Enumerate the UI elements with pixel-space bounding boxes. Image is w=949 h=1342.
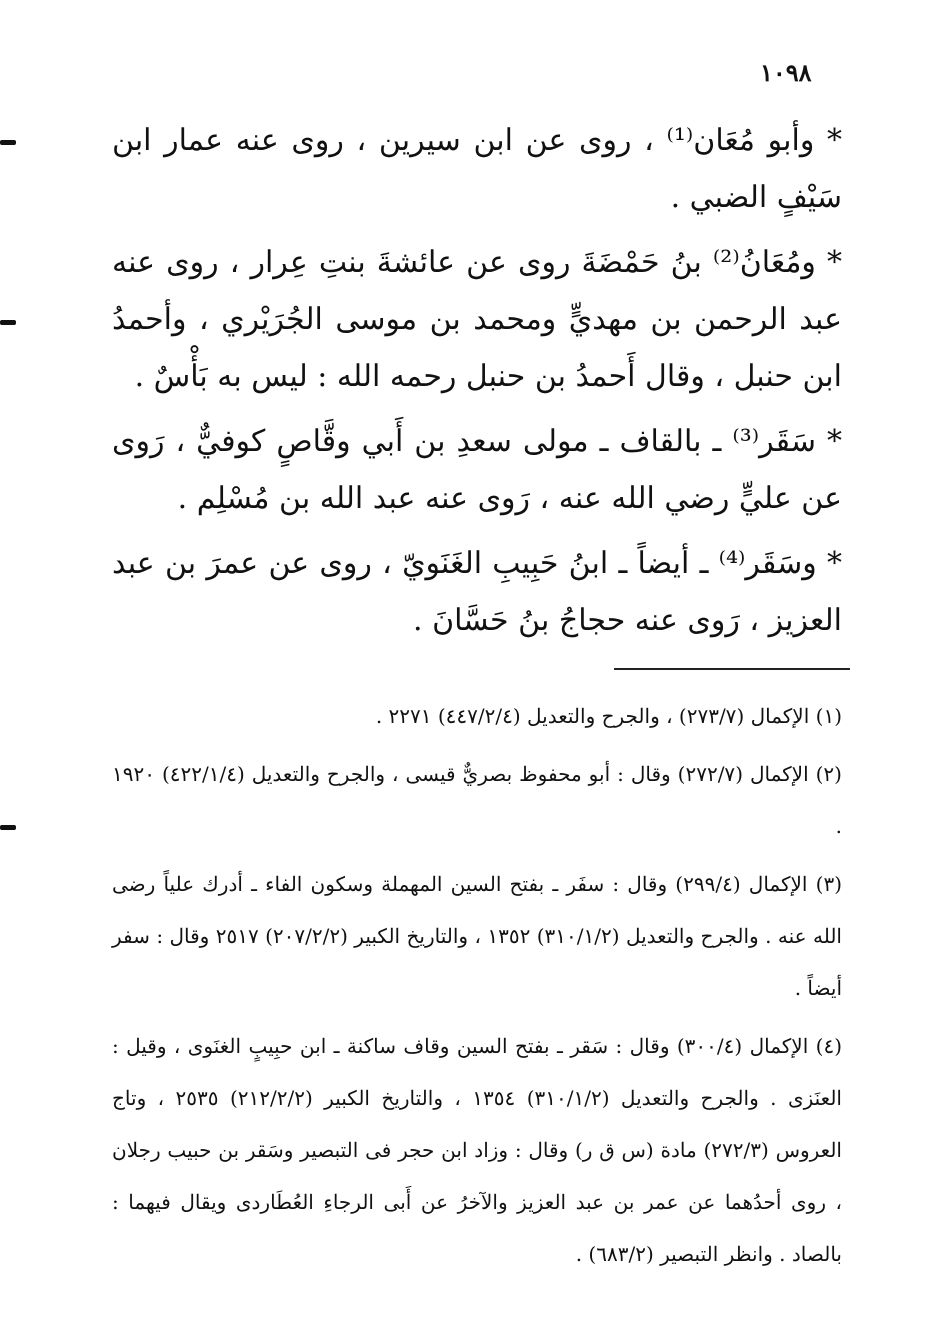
footnotes — [112, 690, 842, 1286]
entry-abu-muan: * وأبو مُعَان⁽¹⁾ ، روى عن ابن سيرين ، روى عنه عمار ابن سَيْفٍ الضبي . — [112, 123, 842, 215]
margin-mark — [0, 825, 16, 830]
margin-mark — [0, 140, 16, 145]
footnote-3: (٣) الإكمال (٢٩٩/٤) وقال : سفَر ـ بفتح السين المهملة وسكون الفاء ـ أدرك علياً رضى الله عنه . والجرح والتعديل (٣١٠/١/٢) ١٣٥٢ ، والتاريخ الكبير (٢٠٧/٢/٢) ٢٥١٧ وقال : سفر أيضاً . — [112, 872, 842, 1000]
footnote-2: (٢) الإكمال (٢٧٢/٧) وقال : أبو محفوظ بصريٌّ قيسى ، والجرح والتعديل (٤٢٢/١/٤) ١٩٢٠ . — [112, 762, 842, 838]
entry-saqar: * سَقَر⁽³⁾ ـ بالقاف ـ مولى سعدِ بن أَبي وقَّاصٍ كوفيٌّ ، رَوى عن عليٍّ رضي الله عنه ، رَوى عنه عبد الله بن مُسْلِم . — [112, 424, 842, 516]
main-text — [112, 112, 842, 657]
page-number: ١٠٩٨ — [760, 58, 812, 87]
footnote-divider — [614, 668, 850, 670]
entry-muan-bin-hamda: * ومُعَانُ⁽²⁾ بنُ حَمْضَةَ روى عن عائشةَ بنتِ عِرار ، روى عنه عبد الرحمن بن مهديٍّ ومحمد بن موسى الجُرَيْري ، وأحمدُ ابن حنبل ، وقال أَحمدُ بن حنبل رحمه الله : ليس به بَأْسٌ . — [112, 245, 842, 394]
footnote-1: (١) الإكمال (٢٧٣/٧) ، والجرح والتعديل (٤٤٧/٢/٤) ٢٢٧١ . — [375, 704, 842, 728]
entry-saqar-bin-habib: * وسَقَر⁽⁴⁾ ـ أيضاً ـ ابنُ حَبِيبِ الغَنَويّ ، روى عن عمرَ بن عبد العزيز ، رَوى عنه حجاجُ بنُ حَسَّانَ . — [112, 546, 843, 638]
margin-mark — [0, 320, 16, 325]
footnote-4: (٤) الإكمال (٣٠٠/٤) وقال : سَقر ـ بفتح السين وقاف ساكنة ـ ابن حبِيبٍ الغنَوى ، وقيل : العنَزى . والجرح والتعديل (٣١٠/١/٢) ١٣٥٤ ، والتاريخ الكبير (٢١٢/٢/٢) ٢٥٣٥ ، وتاج العروس (٢٧٢/٣) مادة (س ق ر) وقال : وزاد ابن حجر فى التبصير وسَقر بن حبيب رجلان ، روى أحدُهما عن عمر بن عبد العزيز والآخرُ عن أَبى الرجاءِ العُطَاردى ويقال فيهما : بالصاد . وانظر التبصير (٦٨٣/٢) . — [112, 1034, 842, 1266]
